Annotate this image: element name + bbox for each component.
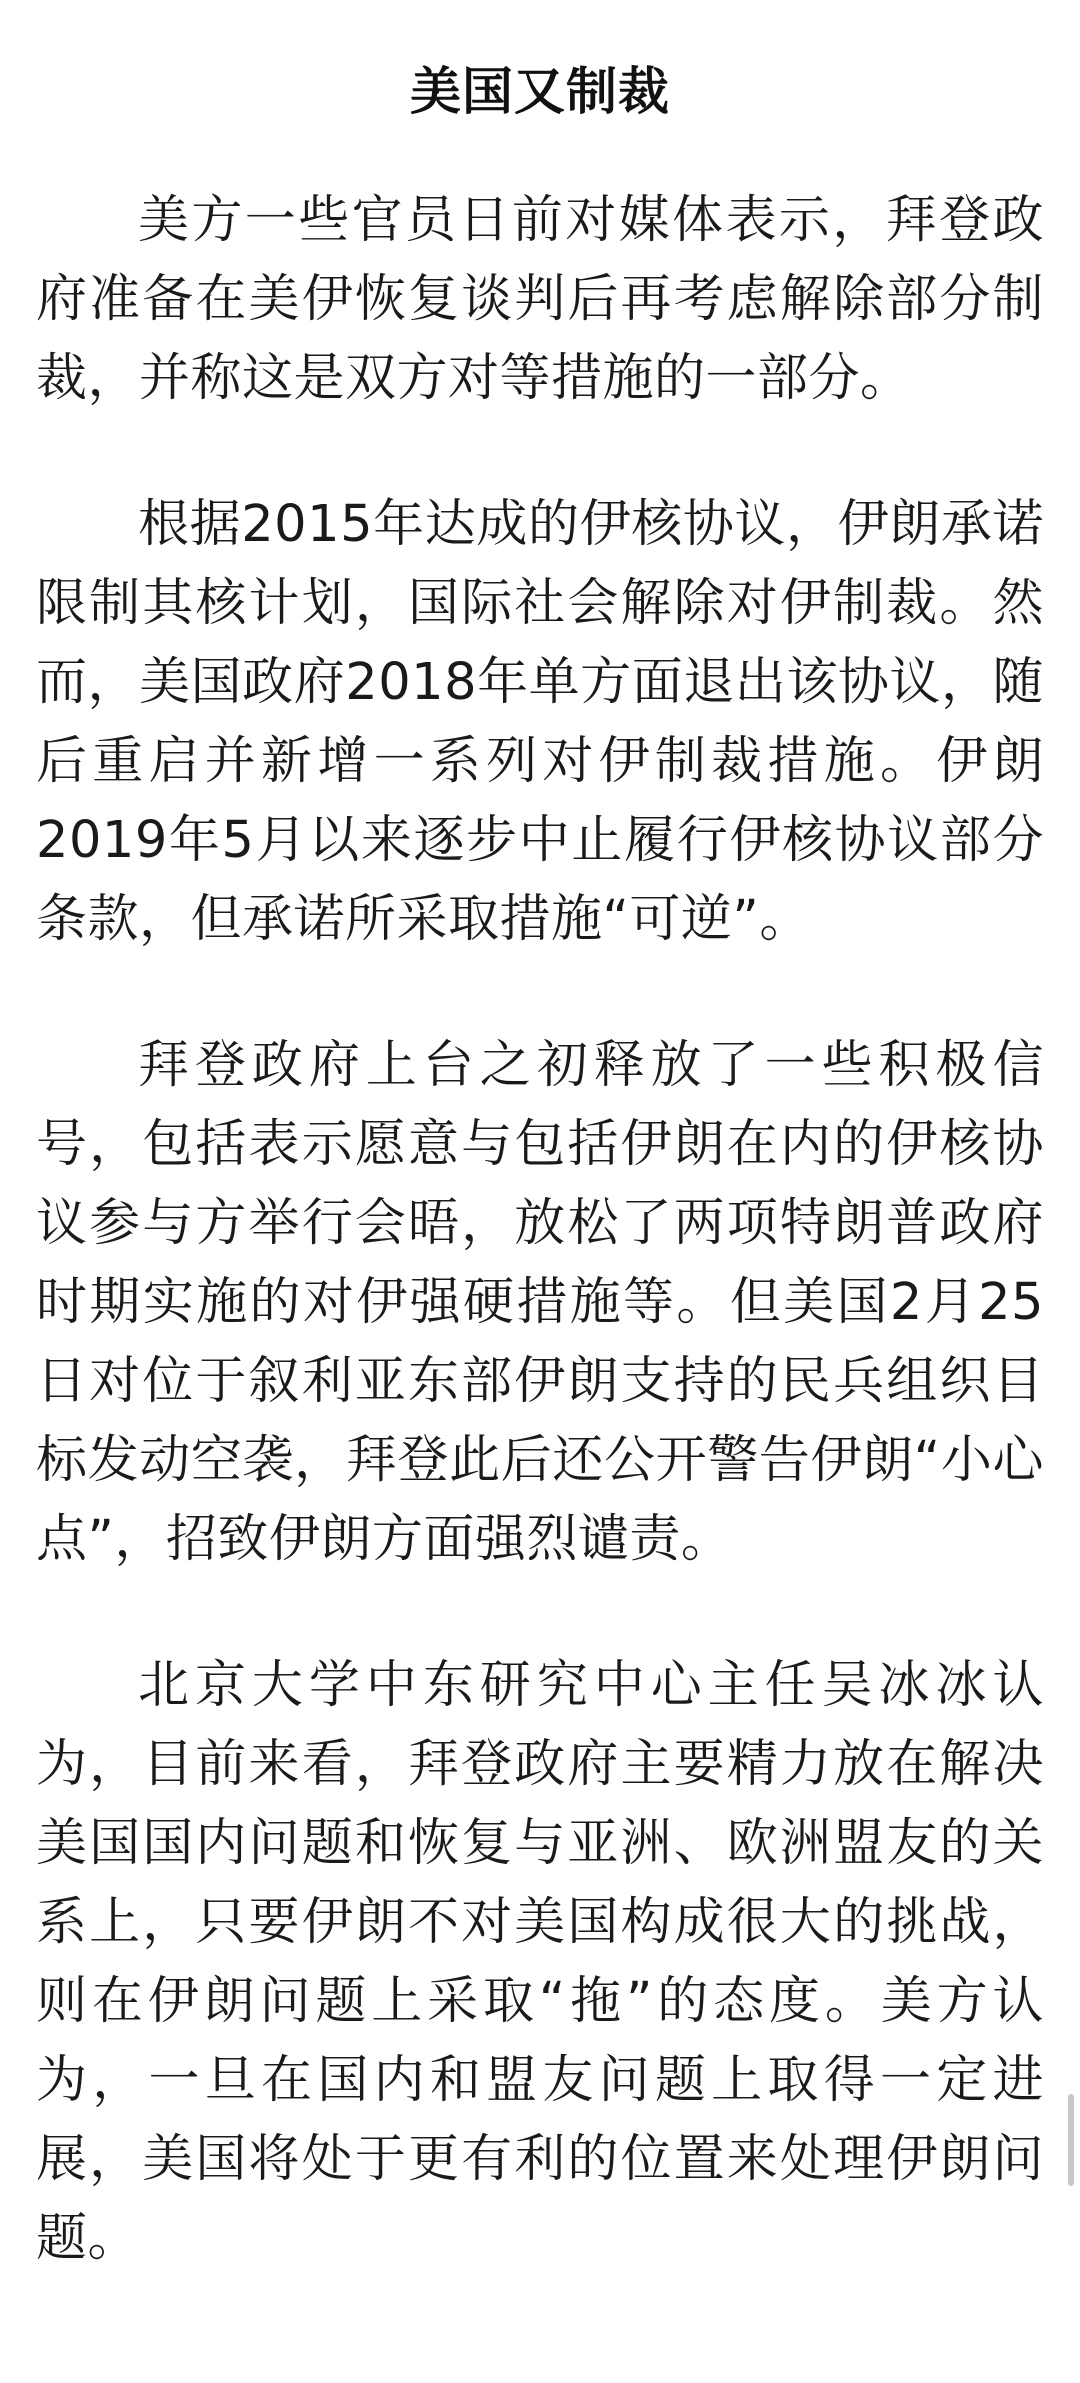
- article-paragraph-1: 美方一些官员日前对媒体表示，拜登政府准备在美伊恢复谈判后再考虑解除部分制裁，并称这是双方对等措施的一部分。: [36, 191, 1044, 408]
- scrollbar-thumb[interactable]: [1068, 2094, 1074, 2186]
- article-paragraph-4: 北京大学中东研究中心主任吴冰冰认为，目前来看，拜登政府主要精力放在解决美国国内问题和恢复与亚洲、欧洲盟友的关系上，只要伊朗不对美国构成很大的挑战，则在伊朗问题上采取“拖”的态度。美方认为，一旦在国内和盟友问题上取得一定进展，美国将处于更有利的位置来处理伊朗问题。: [36, 1656, 1044, 2268]
- article-paragraph-3: 拜登政府上台之初释放了一些积极信号，包括表示愿意与包括伊朗在内的伊核协议参与方举行会晤，放松了两项特朗普政府时期实施的对伊强硬措施等。但美国2月25日对位于叙利亚东部伊朗支持的民兵组织目标发动空袭，拜登此后还公开警告伊朗“小心点”，招致伊朗方面强烈谴责。: [36, 1036, 1044, 1569]
- article-title: 美国又制裁: [409, 63, 670, 122]
- article: [36, 0, 1044, 2278]
- article-paragraph-2: 根据2015年达成的伊核协议，伊朗承诺限制其核计划，国际社会解除对伊制裁。然而，美国政府2018年单方面退出该协议，随后重启并新增一系列对伊制裁措施。伊朗2019年5月以来逐步中止履行伊核协议部分条款，但承诺所采取措施“可逆”。: [36, 495, 1044, 949]
